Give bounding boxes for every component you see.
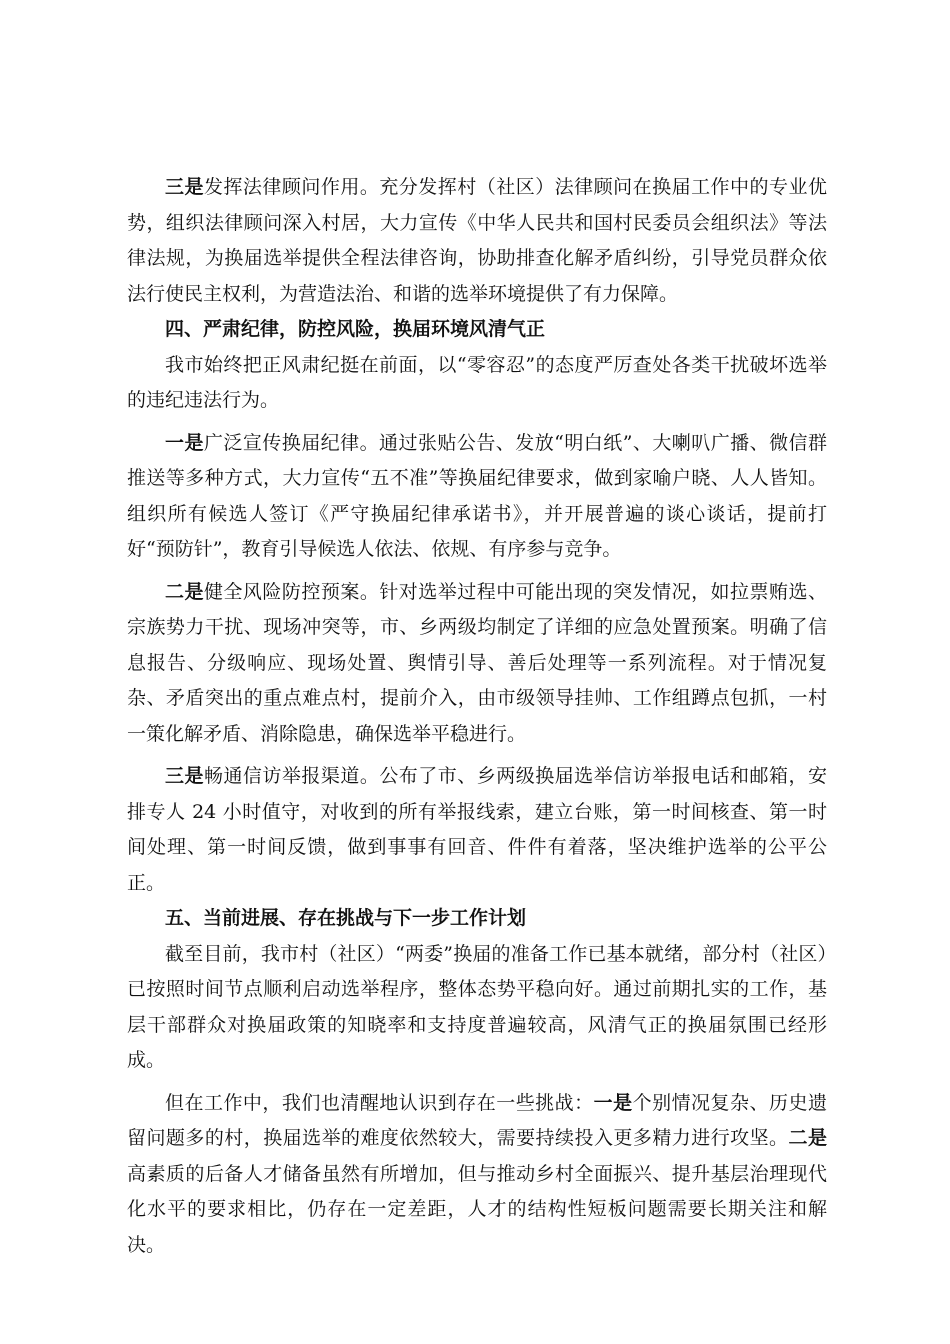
paragraph: 我市始终把正风肃纪挺在前面，以“零容忍”的态度严厉查处各类干扰破坏选举的违纪违法行为。	[127, 353, 827, 411]
paragraph-lead: 三是	[165, 765, 204, 787]
paragraph	[127, 759, 827, 901]
paragraph	[127, 170, 827, 312]
paragraph-text: 高素质的后备人才储备虽然有所增加，但与推动乡村全面振兴、提升基层治理现代化水平的要求相比，仍存在一定差距，人才的结构性短板问题需要长期关注和解决。	[127, 1162, 827, 1256]
paragraph: 截至目前，我市村（社区）“两委”换届的准备工作已基本就绪，部分村（社区）已按照时间节点顺利启动选举程序，整体态势平稳向好。通过前期扎实的工作，基层干部群众对换届政策的知晓率和支持度普遍较高，风清气正的换届氛围已经形成。	[127, 942, 827, 1071]
section-heading: 五、当前进展、存在挑战与下一步工作计划	[165, 907, 527, 929]
paragraph-lead: 一是	[165, 431, 204, 454]
paragraph	[127, 575, 827, 753]
paragraph-lead: 一是	[593, 1091, 633, 1114]
paragraph-lead: 二是	[788, 1127, 827, 1149]
paragraph	[127, 426, 827, 568]
paragraph	[127, 1086, 827, 1264]
section-heading: 四、严肃纪律，防控风险，换届环境风清气正	[165, 318, 546, 340]
paragraph-text: 广泛宣传换届纪律。通过张贴公告、发放“明白纸”、大喇叭广播、微信群推送等多种方式，大力宣传“五不准”等换届纪律要求，做到家喻户晓、人人皆知。组织所有候选人签订《严守换届纪律承诺书》，并开展普遍的谈心谈话，提前打好“预防针”，教育引导候选人依法、依规、有序参与竞争。	[127, 431, 827, 560]
paragraph-text: 个别情况复杂、历史遗留问题多的村，换届选举的难度依然较大，需要持续投入更多精力进行攻坚。	[127, 1091, 827, 1149]
paragraph-lead: 三是	[165, 176, 204, 198]
paragraph-lead: 二是	[165, 580, 204, 603]
document-body	[127, 170, 827, 1263]
paragraph-text: 发挥法律顾问作用。充分发挥村（社区）法律顾问在换届工作中的专业优势，组织法律顾问深入村居，大力宣传《中华人民共和国村民委员会组织法》等法律法规，为换届选举提供全程法律咨询，协助排查化解矛盾纠纷，引导党员群众依法行使民主权利，为营造法治、和谐的选举环境提供了有力保障。	[127, 176, 827, 305]
paragraph-text: 健全风险防控预案。针对选举过程中可能出现的突发情况，如拉票贿选、宗族势力干扰、现场冲突等，市、乡两级均制定了详细的应急处置预案。明确了信息报告、分级响应、现场处置、舆情引导、善后处理等一系列流程。对于情况复杂、矛盾突出的重点难点村，提前介入，由市级领导挂帅、工作组蹲点包抓，一村一策化解矛盾、消除隐患，确保选举平稳进行。	[127, 580, 827, 745]
paragraph-text: 畅通信访举报渠道。公布了市、乡两级换届选举信访举报电话和邮箱，安排专人 24 小时值守，对收到的所有举报线索，建立台账，第一时间核查、第一时间处理、第一时间反馈，做到事事有回音、件件有着落，坚决维护选举的公平公正。	[127, 765, 827, 894]
paragraph-text: 但在工作中，我们也清醒地认识到存在一些挑战：	[165, 1091, 594, 1114]
